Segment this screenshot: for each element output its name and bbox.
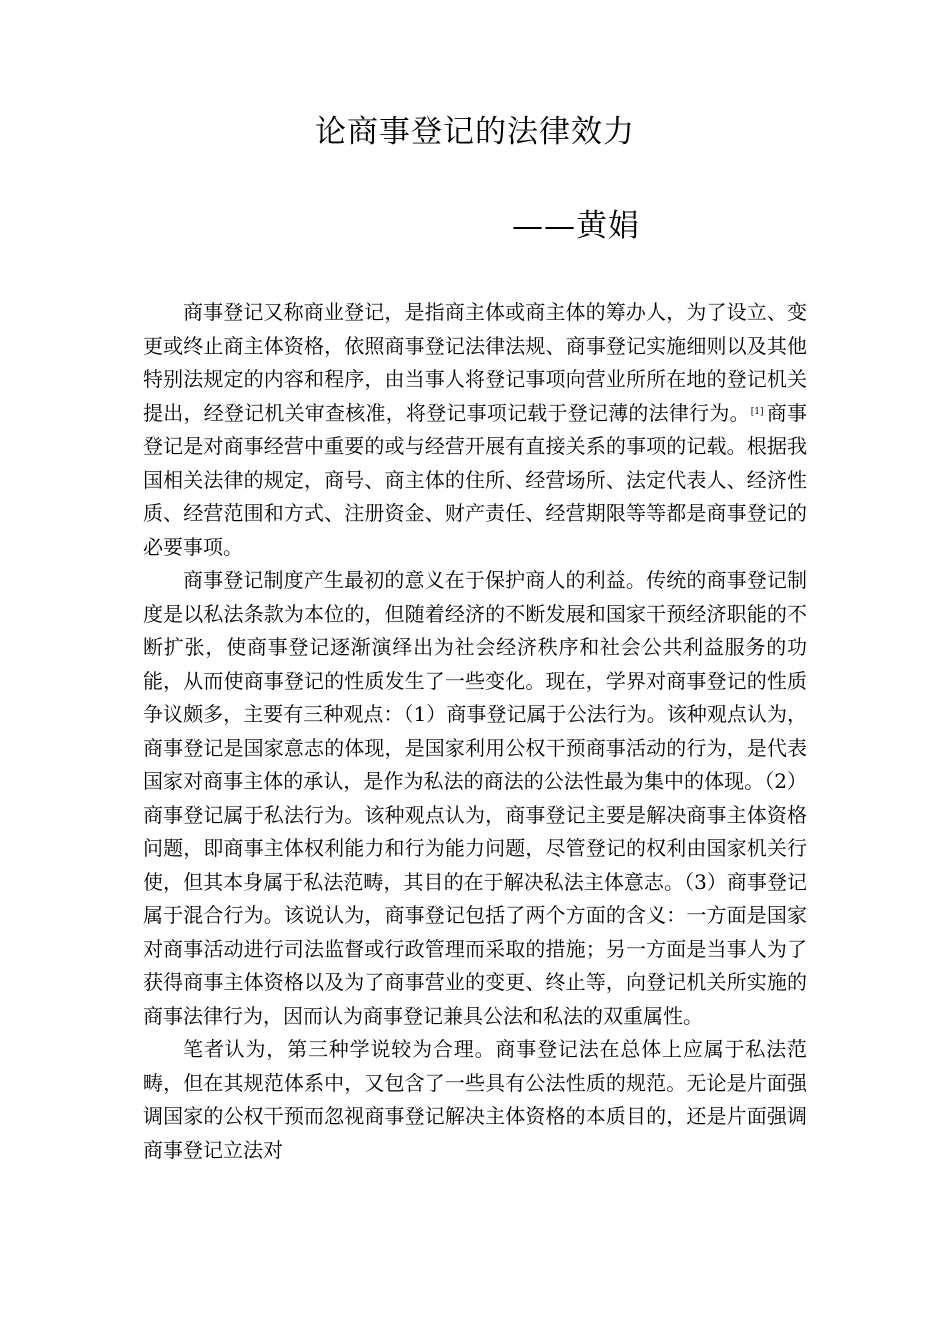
document-author: ——黄娟 bbox=[512, 208, 640, 244]
paragraph-2: 商事登记制度产生最初的意义在于保护商人的利益。传统的商事登记制度是以私法条款为本位的，但随着经济的不断发展和国家干预经济职能的不断扩张，使商事登记逐渐演绎出为社会经济秩序和社会公共利益服务的功能，从而使商事登记的性质发生了一些变化。现在，学界对商事登记的性质争议颇多，主要有三种观点：（1）商事登记属于公法行为。该种观点认为，商事登记是国家意志的体现，是国家利用公权干预商事活动的行为，是代表国家对商事主体的承认，是作为私法的商法的公法性最为集中的体现。（2）商事登记属于私法行为。该种观点认为，商事登记主要是解决商事主体资格问题，即商事主体权利能力和行为能力问题，尽管登记的权利由国家机关行使，但其本身属于私法范畴，其目的在于解决私法主体意志。（3）商事登记属于混合行为。该说认为，商事登记包括了两个方面的含义：一方面是国家对商事活动进行司法监督或行政管理而采取的措施；另一方面是当事人为了获得商事主体资格以及为了商事营业的变更、终止等，向登记机关所实施的商事法律行为，因而认为商事登记兼具公法和私法的双重属性。 bbox=[143, 568, 807, 1028]
paragraph-1 bbox=[143, 296, 807, 564]
paragraph-3: 笔者认为，第三种学说较为合理。商事登记法在总体上应属于私法范畴，但在其规范体系中，又包含了一些具有公法性质的规范。无论是片面强调国家的公权干预而忽视商事登记解决主体资格的本质目的，还是片面强调商事登记立法对 bbox=[143, 1037, 807, 1162]
document-body bbox=[143, 296, 807, 1167]
paragraph-1-text-b: 商事登记是对商事经营中重要的或与经营开展有直接关系的事项的记载。根据我国相关法律的规定，商号、商主体的住所、经营场所、法定代表人、经济性质、经营范围和方式、注册资金、财产责任、经营期限等等都是商事登记的必要事项。 bbox=[143, 400, 807, 559]
paragraph-1-text-a: 商事登记又称商业登记，是指商主体或商主体的筹办人，为了设立、变更或终止商主体资格，依照商事登记法律法规、商事登记实施细则以及其他特别法规定的内容和程序，由当事人将登记事项向营业所所在地的登记机关提出，经登记机关审查核准，将登记事项记载于登记薄的法律行为。 bbox=[143, 300, 807, 425]
footnote-ref-1: [1] bbox=[750, 406, 764, 417]
document-title: 论商事登记的法律效力 bbox=[315, 114, 635, 150]
